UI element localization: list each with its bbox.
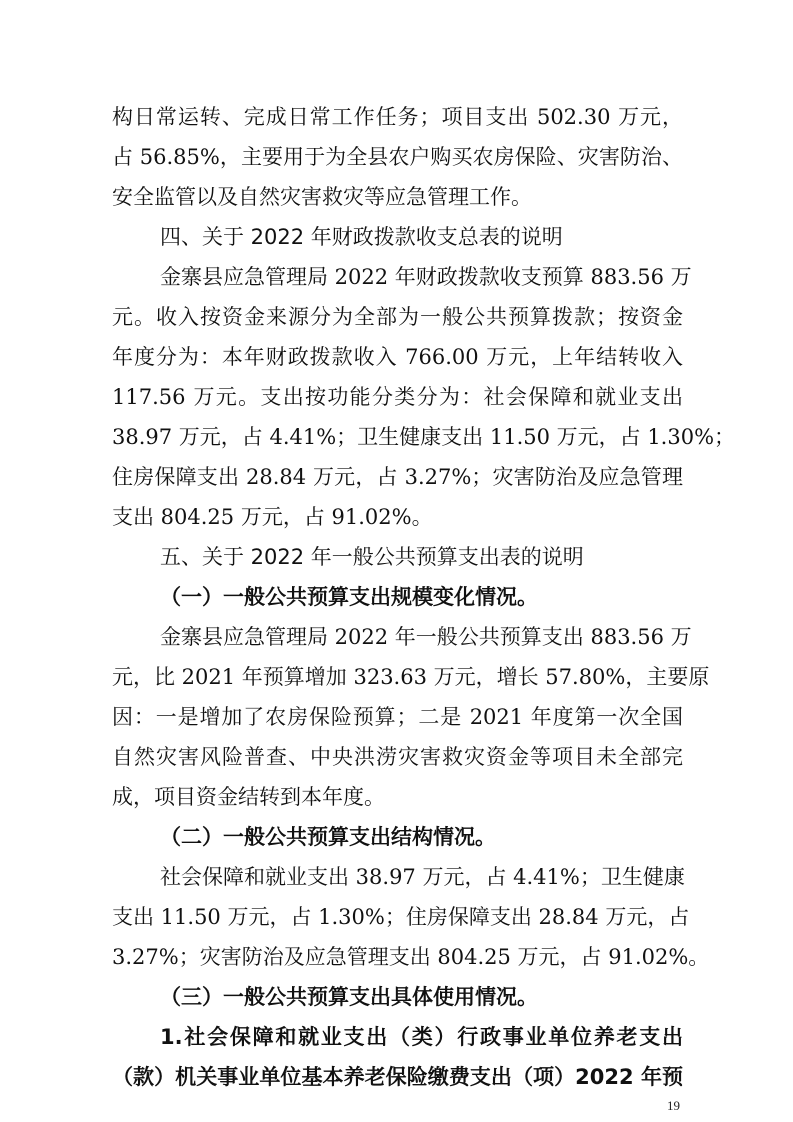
body-text-line: 占 56.85%，主要用于为全县农户购买农房保险、灾害防治、 (112, 145, 683, 169)
body-text-line: 支出 804.25 万元，占 91.02%。 (112, 505, 433, 529)
body-text-line: 117.56 万元。支出按功能分类分为：社会保障和就业支出 (112, 385, 683, 409)
body-text-line: 因：一是增加了农房保险预算；二是 2021 年度第一次全国 (112, 705, 683, 729)
body-text-line: 元，比 2021 年预算增加 323.63 万元，增长 57.80%，主要原 (112, 665, 710, 689)
item-heading: 1.社会保障和就业支出（类）行政事业单位养老支出 (160, 1025, 683, 1049)
body-text-line: 构日常运转、完成日常工作任务；项目支出 502.30 万元， (112, 105, 683, 129)
body-text-line: 自然灾害风险普查、中央洪涝灾害救灾资金等项目未全部完 (112, 745, 683, 769)
item-heading: （款）机关事业单位基本养老保险缴费支出（项）2022 年预 (112, 1065, 683, 1089)
body-text-line: 年度分为：本年财政拨款收入 766.00 万元，上年结转收入 (112, 345, 683, 369)
subsection-heading: （二）一般公共预算支出结构情况。 (160, 825, 496, 849)
body-text-line: 安全监管以及自然灾害救灾等应急管理工作。 (112, 185, 532, 209)
section-heading: 五、关于 2022 年一般公共预算支出表的说明 (160, 545, 584, 569)
body-text-line: 38.97 万元，占 4.41%；卫生健康支出 11.50 万元，占 1.30%； (112, 425, 736, 449)
section-heading: 四、关于 2022 年财政拨款收支总表的说明 (160, 225, 563, 249)
body-text-line: 3.27%；灾害防治及应急管理支出 804.25 万元，占 91.02%。 (112, 945, 710, 969)
body-text-line: 成，项目资金结转到本年度。 (112, 785, 385, 809)
subsection-heading: （三）一般公共预算支出具体使用情况。 (160, 985, 538, 1009)
page-number: 19 (667, 1098, 680, 1113)
body-text-line: 支出 11.50 万元，占 1.30%；住房保障支出 28.84 万元，占 (112, 905, 690, 929)
body-text-line: 元。收入按资金来源分为全部为一般公共预算拨款；按资金 (112, 305, 683, 329)
subsection-heading: （一）一般公共预算支出规模变化情况。 (160, 585, 538, 609)
body-text-line: 金寨县应急管理局 2022 年一般公共预算支出 883.56 万 (160, 625, 692, 649)
body-text-line: 社会保障和就业支出 38.97 万元，占 4.41%；卫生健康 (160, 865, 685, 889)
body-text-line: 住房保障支出 28.84 万元，占 3.27%；灾害防治及应急管理 (112, 465, 683, 489)
body-text-line: 金寨县应急管理局 2022 年财政拨款收支预算 883.56 万 (160, 265, 692, 289)
